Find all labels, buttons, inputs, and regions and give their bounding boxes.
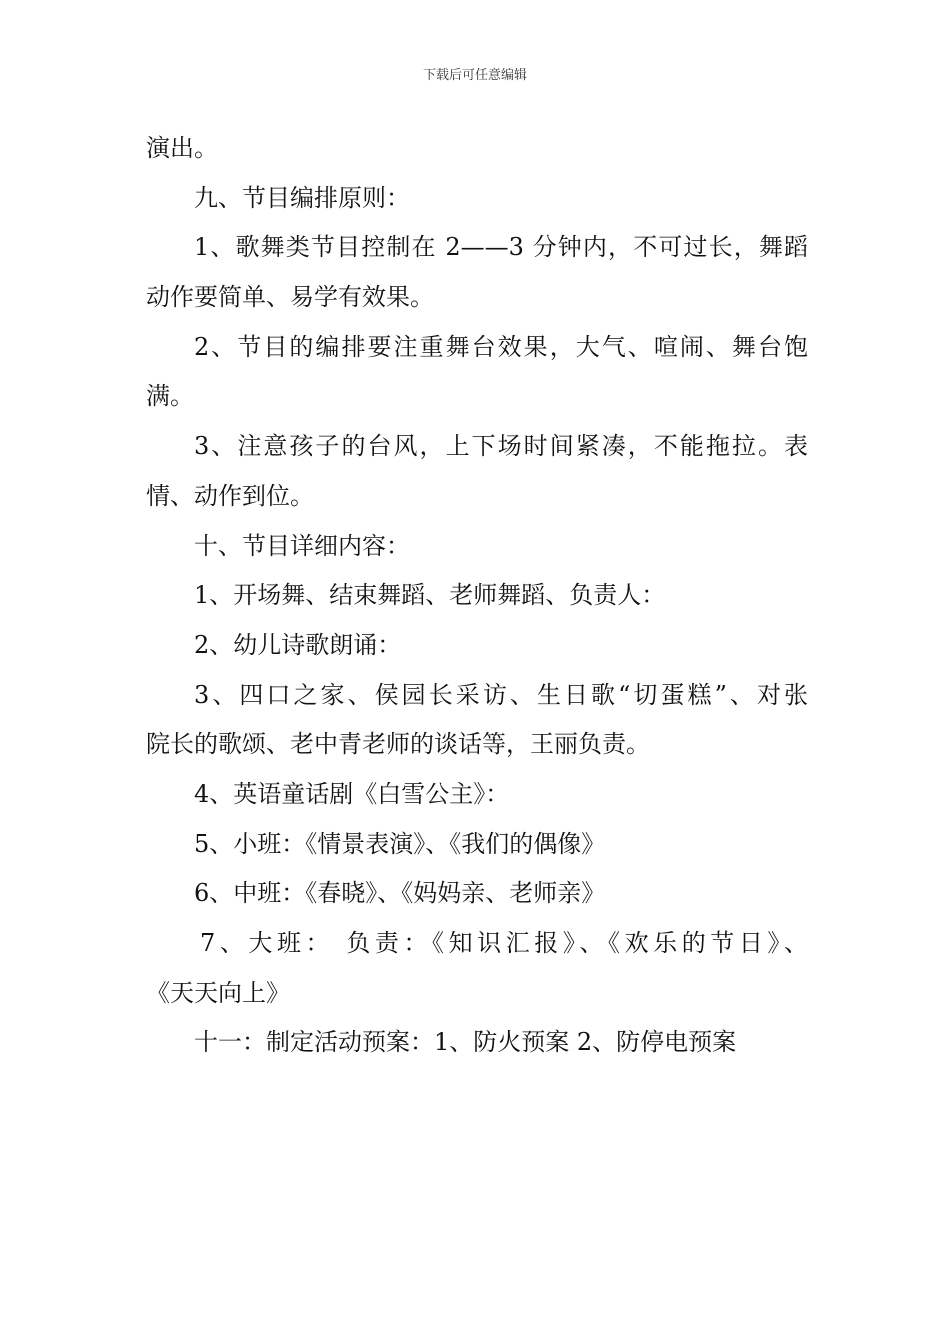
text-line: 5、小班：《情景表演》、《我们的偶像》 xyxy=(194,829,606,858)
page-header: 下载后可任意编辑 xyxy=(422,68,527,83)
text-line: 7、大班： 负责：《知识汇报》、《欢乐的节日》、 xyxy=(200,929,808,957)
text-line: 1、开场舞、结束舞蹈、老师舞蹈、负责人： xyxy=(194,581,666,610)
text-line: 1、歌舞类节目控制在 2——3 分钟内，不可过长，舞蹈 xyxy=(194,233,808,262)
text-line: 3、注意孩子的台风，上下场时间紧凑，不能拖拉。表 xyxy=(194,432,808,461)
text-line: 满。 xyxy=(146,382,194,411)
text-line: 《天天向上》 xyxy=(146,978,290,1007)
text-line: 4、英语童话剧《白雪公主》： xyxy=(194,779,510,808)
text-line: 3、四口之家、侯园长采访、生日歌“切蛋糕”、对张 xyxy=(194,680,808,709)
section-heading: 十一：制定活动预案：1、防火预案 2、防停电预案 xyxy=(194,1028,737,1057)
text-line: 演出。 xyxy=(146,134,218,162)
text-line: 2、节目的编排要注重舞台效果，大气、喧闹、舞台饱 xyxy=(194,332,808,361)
text-line: 2、幼儿诗歌朗诵： xyxy=(194,630,402,659)
section-heading: 十、节目详细内容： xyxy=(194,531,410,560)
text-line: 动作要简单、易学有效果。 xyxy=(146,283,434,312)
text-line: 6、中班：《春晓》、《妈妈亲、老师亲》 xyxy=(194,879,606,908)
text-line: 院长的歌颂、老中青老师的谈话等，王丽负责。 xyxy=(146,730,650,759)
document-body xyxy=(146,124,808,1068)
text-line: 情、动作到位。 xyxy=(146,481,314,510)
section-heading: 九、节目编排原则： xyxy=(194,183,410,212)
